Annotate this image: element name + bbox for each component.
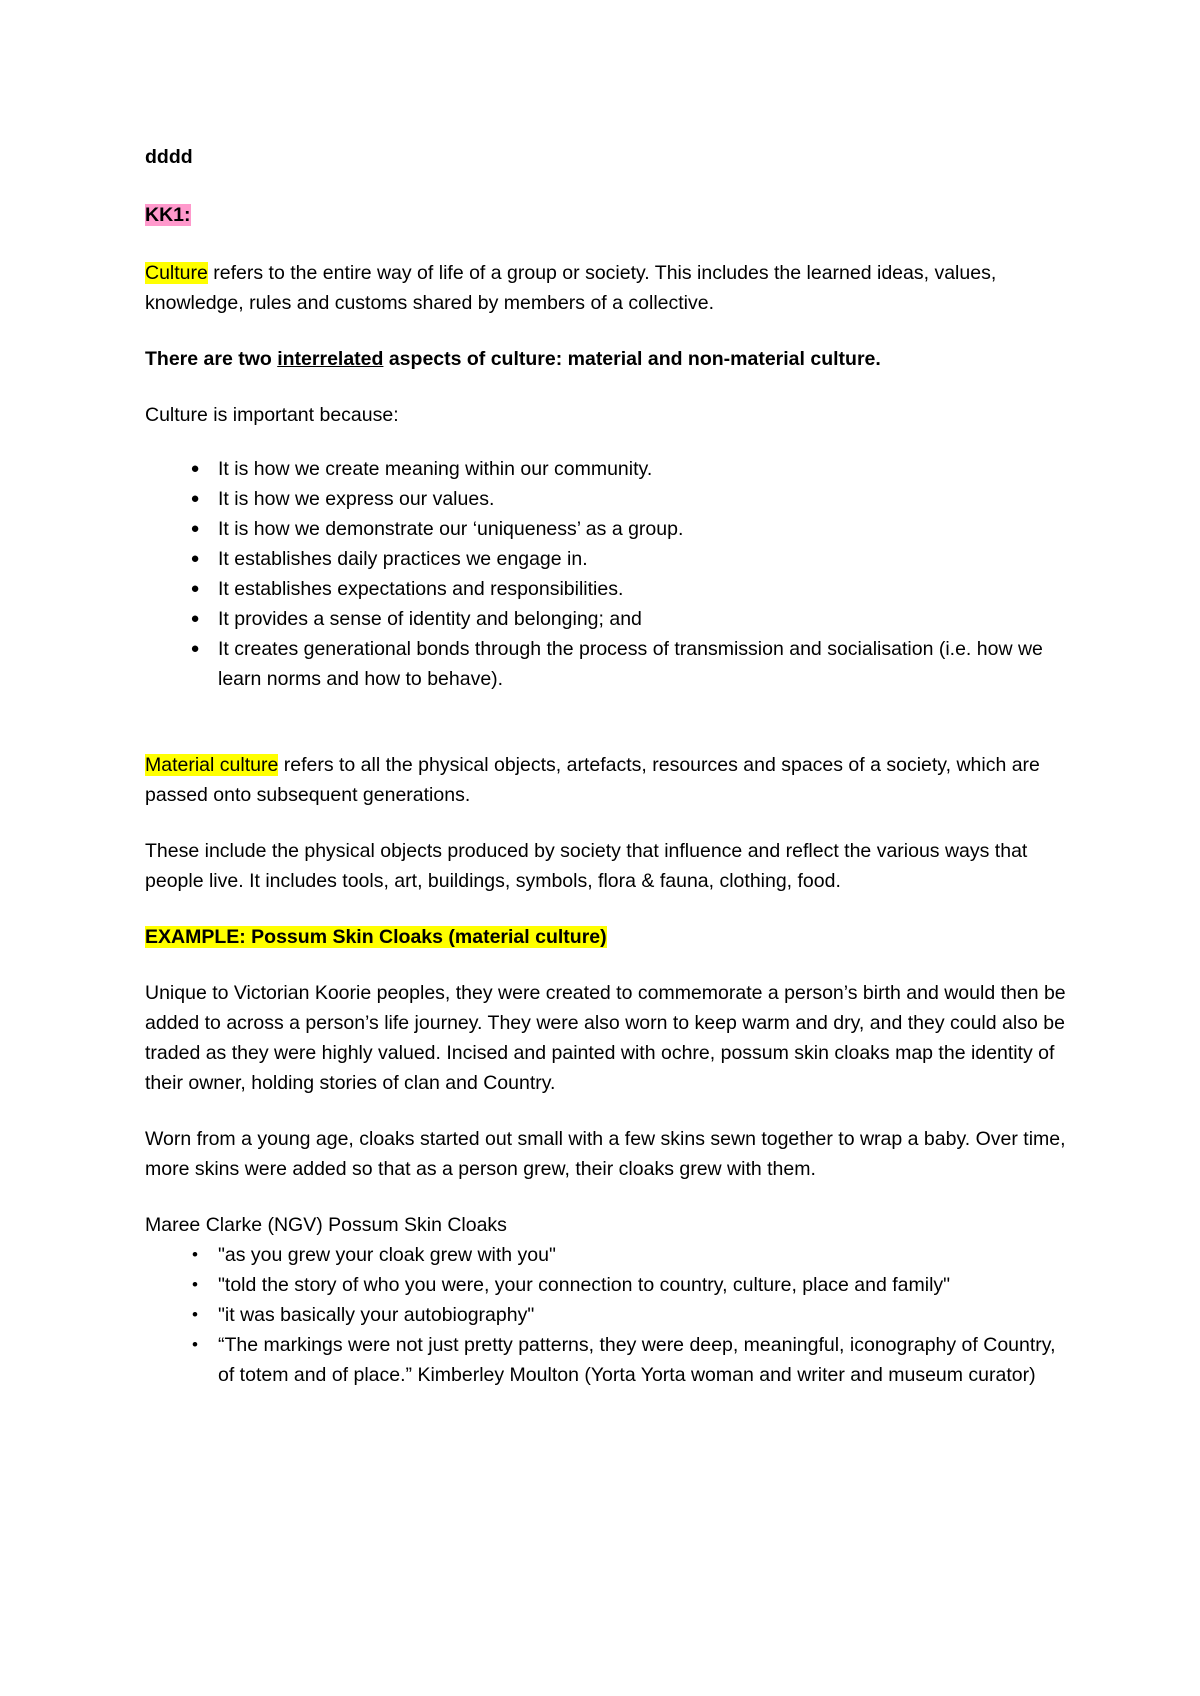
culture-term: Culture — [145, 262, 208, 284]
aspects-statement — [145, 344, 1075, 374]
aspects-post: aspects of culture: material and non-material culture. — [383, 348, 881, 370]
material-culture-term: Material culture — [145, 754, 279, 776]
list-item: ● It creates generational bonds through the process of transmission and socialisation (i.e. how we learn norms and how to behave). — [145, 634, 1075, 694]
list-item: ● It is how we demonstrate our ‘uniqueness’ as a group. — [145, 514, 1075, 544]
aspects-pre: There are two — [145, 348, 278, 370]
culture-definition — [145, 258, 1075, 318]
list-item: • “The markings were not just pretty patterns, they were deep, meaningful, iconography of Country, of totem and of place.” Kimberley Moulton (Yorta Yorta woman and writer and museum curator) — [145, 1330, 1075, 1390]
bullet-icon: • — [192, 1245, 198, 1264]
document-body — [145, 142, 1075, 1390]
importance-list — [145, 454, 1075, 694]
example-paragraph-1: Unique to Victorian Koorie peoples, they were created to commemorate a person’s birth and would then be added to across a person’s life journey. They were also worn to keep warm and dry, and they could also be traded as they were highly valued. Incised and painted with ochre, possum skin cloaks map the identity of their owner, holding stories of clan and Country. — [145, 982, 1066, 1094]
bullet-icon: ● — [190, 460, 200, 477]
list-item: ● It is how we create meaning within our community. — [145, 454, 1075, 484]
bullet-icon: ● — [190, 490, 200, 507]
quotes-list — [145, 1240, 1075, 1390]
list-item: ● It establishes daily practices we engage in. — [145, 544, 1075, 574]
list-item: ● It establishes expectations and responsibilities. — [145, 574, 1075, 604]
bullet-icon: • — [192, 1335, 198, 1354]
example-paragraph-2: Worn from a young age, cloaks started out small with a few skins sewn together to wrap a baby. Over time, more skins were added so that as a person grew, their cloaks grew with them. — [145, 1128, 1066, 1180]
material-culture-definition — [145, 750, 1075, 810]
heading-dddd: dddd — [145, 146, 193, 168]
material-culture-definition-text: refers to all the physical objects, artefacts, resources and spaces of a society, which are passed onto subsequent generations. — [145, 754, 1040, 806]
list-item: ● It is how we express our values. — [145, 484, 1075, 514]
bullet-icon: • — [192, 1275, 198, 1294]
bullet-icon: • — [192, 1305, 198, 1324]
kk1-label: KK1: — [145, 204, 191, 226]
list-item: • "it was basically your autobiography" — [145, 1300, 1075, 1330]
example-heading — [145, 922, 1075, 952]
list-item: ● It provides a sense of identity and belonging; and — [145, 604, 1075, 634]
heading-kk1 — [145, 200, 1075, 230]
source-line: Maree Clarke (NGV) Possum Skin Cloaks — [145, 1214, 507, 1236]
aspects-underlined: interrelated — [277, 348, 384, 370]
list-item: • "as you grew your cloak grew with you" — [145, 1240, 1075, 1270]
important-intro: Culture is important because: — [145, 404, 399, 426]
example-heading-text: EXAMPLE: Possum Skin Cloaks (material culture) — [145, 926, 607, 948]
bullet-icon: ● — [190, 610, 200, 627]
bullet-icon: ● — [190, 520, 200, 537]
bullet-icon: ● — [190, 580, 200, 597]
list-item: • "told the story of who you were, your connection to country, culture, place and family" — [145, 1270, 1075, 1300]
material-culture-description: These include the physical objects produced by society that influence and reflect the various ways that people live. It includes tools, art, buildings, symbols, flora & fauna, clothing, food. — [145, 840, 1028, 892]
bullet-icon: ● — [190, 550, 200, 567]
culture-definition-text: refers to the entire way of life of a group or society. This includes the learned ideas, values, knowledge, rules and customs shared by members of a collective. — [145, 262, 997, 314]
bullet-icon: ● — [190, 640, 200, 657]
